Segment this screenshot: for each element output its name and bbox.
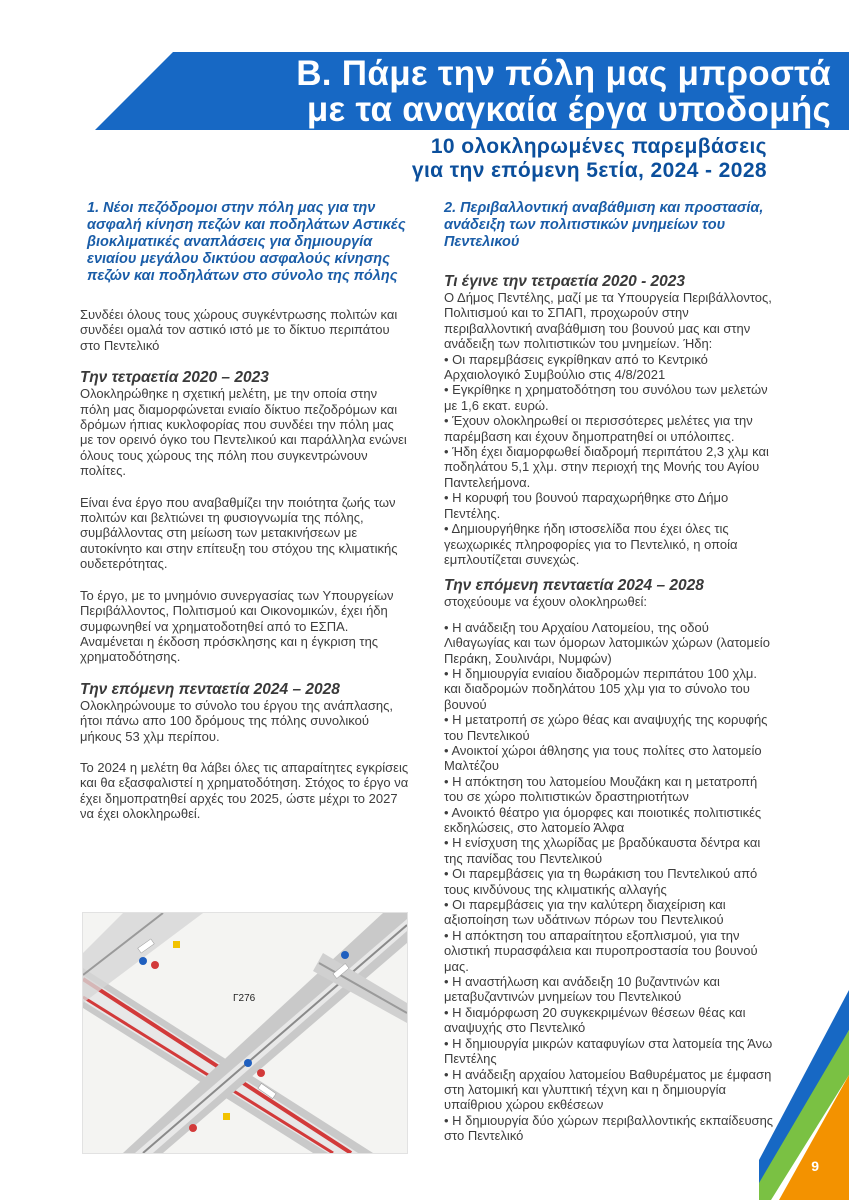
title-line-1: Β. Πάμε την πόλη μας μπροστά <box>296 54 831 93</box>
section-2-subheading-next: Την επόμενη πενταετία 2024 – 2028 <box>444 577 704 595</box>
page-title <box>296 56 831 128</box>
map-parcel-label: Γ276 <box>233 993 256 1004</box>
section-1-heading: 1. Νέοι πεζόδρομοι στην πόλη μας για την ασφαλή κίνηση πεζών και ποδηλάτων Αστικές βιοκλιματικές αναπλάσεις για δημιουργία ενιαίου μεγάλου δικτύου ασφαλούς κίνησης πεζών και ποδηλάτων στο σύνολο της πόλης <box>87 200 406 284</box>
list-item: • Η διαμόρφωση 20 συγκεκριμένων θέσεων θέας και αναψυχής στο Πεντελικό <box>444 1004 746 1036</box>
list-item: • Η απόκτηση του λατομείου Μουζάκη και η μετατροπή του σε χώρο πολιτιστικών δραστηριοτήτων <box>444 773 758 805</box>
section-1-paragraph: Το 2024 η μελέτη θα λάβει όλες τις απαραίτητες εγκρίσεις και θα εξασφαλιστεί η χρηματοδότηση. Στόχος το έργο να έχει δημοπρατηθεί αρχές του 2025, ώστε μέχρι το 2027 να έχει ολοκληρωθεί. <box>80 759 409 822</box>
list-item: • Εγκρίθηκε η χρηματοδότηση του συνόλου των μελετών με 1,6 εκατ. ευρώ. <box>444 382 768 413</box>
list-item: • Οι παρεμβάσεις εγκρίθηκαν από το Κεντρικό Αρχαιολογικό Συμβούλιο στις 4/8/2021 <box>444 351 708 383</box>
section-1-paragraph: Ολοκληρώνουμε το σύνολο του έργου της ανάπλασης, ήτοι πάνω απο 100 δρόμους της πόλης συνολικού μήκους 53 χλμ περίπου. <box>80 697 393 744</box>
list-item: • Η ανάδειξη αρχαίου λατομείου Βαθυρέματος με έμφαση στη λατομική και γλυπτική τέχνη και η δημιουργία υπαίθριου χώρου εκθέσεων <box>444 1066 772 1113</box>
header-banner <box>95 52 849 130</box>
section-2-heading: 2. Περιβαλλοντική αναβάθμιση και προστασία, ανάδειξη των πολιτιστικών μνημείων του Πεντελικού <box>444 200 764 250</box>
section-2-intro: Ο Δήμος Πεντέλης, μαζί με τα Υπουργεία Περιβάλλοντος, Πολιτισμού και το ΣΠΑΠ, προχωρούν στην περιβαλλοντική αναβάθμιση του βουνού μας και στην ανάδειξη των πολιτιστικών του μνημείων. Ήδη: <box>444 290 772 352</box>
list-item: • Οι παρεμβάσεις για τη θωράκιση του Πεντελικού από τους κινδύνους της κλιματικής αλλαγής <box>444 866 758 897</box>
list-item: • Ήδη έχει διαμορφωθεί διαδρομή περιπάτου 2,3 χλμ και ποδηλάτου 5,1 χλμ. στην περιοχή της Μονής του Αγίου Παντελεήμονα. <box>444 444 769 490</box>
section-1-subheading-next: Την επόμενη πενταετία 2024 – 2028 <box>80 680 340 698</box>
section-1-subheading-past: Την τετραετία 2020 – 2023 <box>80 369 269 387</box>
corner-stripes <box>759 990 849 1200</box>
list-item: • Ανοικτοί χώροι άθλησης για τους πολίτες στο λατομείο Μαλτέζου <box>444 742 762 774</box>
list-item: • Η ανάδειξη του Αρχαίου Λατομείου, της οδού Λιθαγωγίας και των όμορων λατομικών χώρων (λατομείο Περάκη, Σουλινάρι, Νυμφών) <box>444 619 770 666</box>
list-item: • Η δημιουργία μικρών καταφυγίων στα λατομεία της Άνω Πεντέλης <box>444 1035 773 1067</box>
list-item: • Η ενίσχυση της χλωρίδας με βραδύκαυστα δέντρα και της πανίδας του Πεντελικού <box>444 835 761 866</box>
list-item: • Δημιουργήθηκε ήδη ιστοσελίδα που έχει όλες τις γεωχωρικές πληροφορίες για το Πεντελικό, η οποία εμπλουτίζεται συνεχώς. <box>444 521 738 567</box>
list-item: • Η κορυφή του βουνού παραχωρήθηκε στο Δήμο Πεντέλης. <box>444 490 729 521</box>
list-item: • Η αναστήλωση και ανάδειξη 10 βυζαντινών και μεταβυζαντινών μνημείων του Πεντελικού <box>444 974 720 1005</box>
list-item: • Η μετατροπή σε χώρο θέας και αναψυχής της κορυφής του Πεντελικού <box>444 712 768 743</box>
list-item: • Έχουν ολοκληρωθεί οι περισσότερες μελέτες για την παρέμβαση και έχουν δημοπρατηθεί οι υπόλοιπες. <box>444 413 753 444</box>
section-1-paragraph: Ολοκληρώθηκε η σχετική μελέτη, με την οποία στην πόλη μας διαμορφώνεται ενιαίο δίκτυο πεζοδρόμων και δρόμων ήπιας κυκλοφορίας που συνδέει την πόλη μας με τον ορεινό όγκο του Πεντελικού και παράλληλα ενώνει όλους τους χώρους της πόλη που συγκεντρώνουν πολίτες. <box>80 386 407 479</box>
section-2-subheading-past: Τι έγινε την τετραετία 2020 - 2023 <box>444 273 686 290</box>
street-plan-map <box>82 912 408 1154</box>
section-1-intro: Συνδέει όλους τους χώρους συγκέντρωσης πολιτών και συνδέει ομαλά τον αστικό ιστό με το δίκτυο περιπάτου στο Πεντελικό <box>80 307 398 353</box>
section-1 <box>80 200 410 838</box>
section-1-paragraph: Είναι ένα έργο που αναβαθμίζει την ποιότητα ζωής των πολιτών και βελτιώνει τη φυσιογνωμία της πόλης, συμβάλλοντας στη μείωση των μετακινήσεων με αυτοκίνητο και στην επίτευξη του στόχου της κλιματικής ουδετερότητας. <box>80 494 398 572</box>
section-2 <box>444 200 774 1144</box>
title-line-2: με τα αναγκαία έργα υποδομής <box>306 90 831 129</box>
list-item: • Η απόκτηση του απαραίτητου εξοπλισμού, για την ολιστική πυρασφάλεια και πυροπροστασία του βουνού μας. <box>444 927 758 974</box>
subtitle-line-2: για την επόμενη 5ετία, 2024 - 2028 <box>411 159 767 182</box>
page-number: 9 <box>811 1158 819 1174</box>
section-2-plans-list <box>444 620 774 1144</box>
list-item: • Η δημιουργία ενιαίου διαδρομών περιπάτου 100 χλμ. και διαδρομών ποδηλάτου 105 χλμ για το σύνολο του βουνού <box>444 665 758 712</box>
list-item: • Οι παρεμβάσεις για την καλύτερη διαχείριση και αξιοποίηση των υδάτινων πόρων του Πεντελικού <box>444 897 726 928</box>
section-2-done-list <box>444 352 774 568</box>
map-drawing <box>83 913 407 1153</box>
page-subtitle <box>412 135 767 183</box>
list-item: • Η δημιουργία δύο χώρων περιβαλλοντικής εκπαίδευσης στο Πεντελικό <box>444 1112 774 1144</box>
section-2-goal: στοχεύουμε να έχουν ολοκληρωθεί: <box>444 594 647 610</box>
list-item: • Ανοικτό θέατρο για όμορφες και ποιοτικές πολιτιστικές εκδηλώσεις, στο λατομείο Άλφα <box>444 804 762 835</box>
section-1-paragraph: Το έργο, με το μνημόνιο συνεργασίας των Υπουργείων Περιβάλλοντος, Πολιτισμού και Οικονομικών, έχει ήδη συμφωνηθεί να χρηματοδοτηθεί από το ΕΣΠΑ. Αναμένεται η έκδοση πρόσκλησης και η έγκριση της χρηματοδότησης. <box>80 587 394 665</box>
subtitle-line-1: 10 ολοκληρωμένες παρεμβάσεις <box>430 135 767 158</box>
